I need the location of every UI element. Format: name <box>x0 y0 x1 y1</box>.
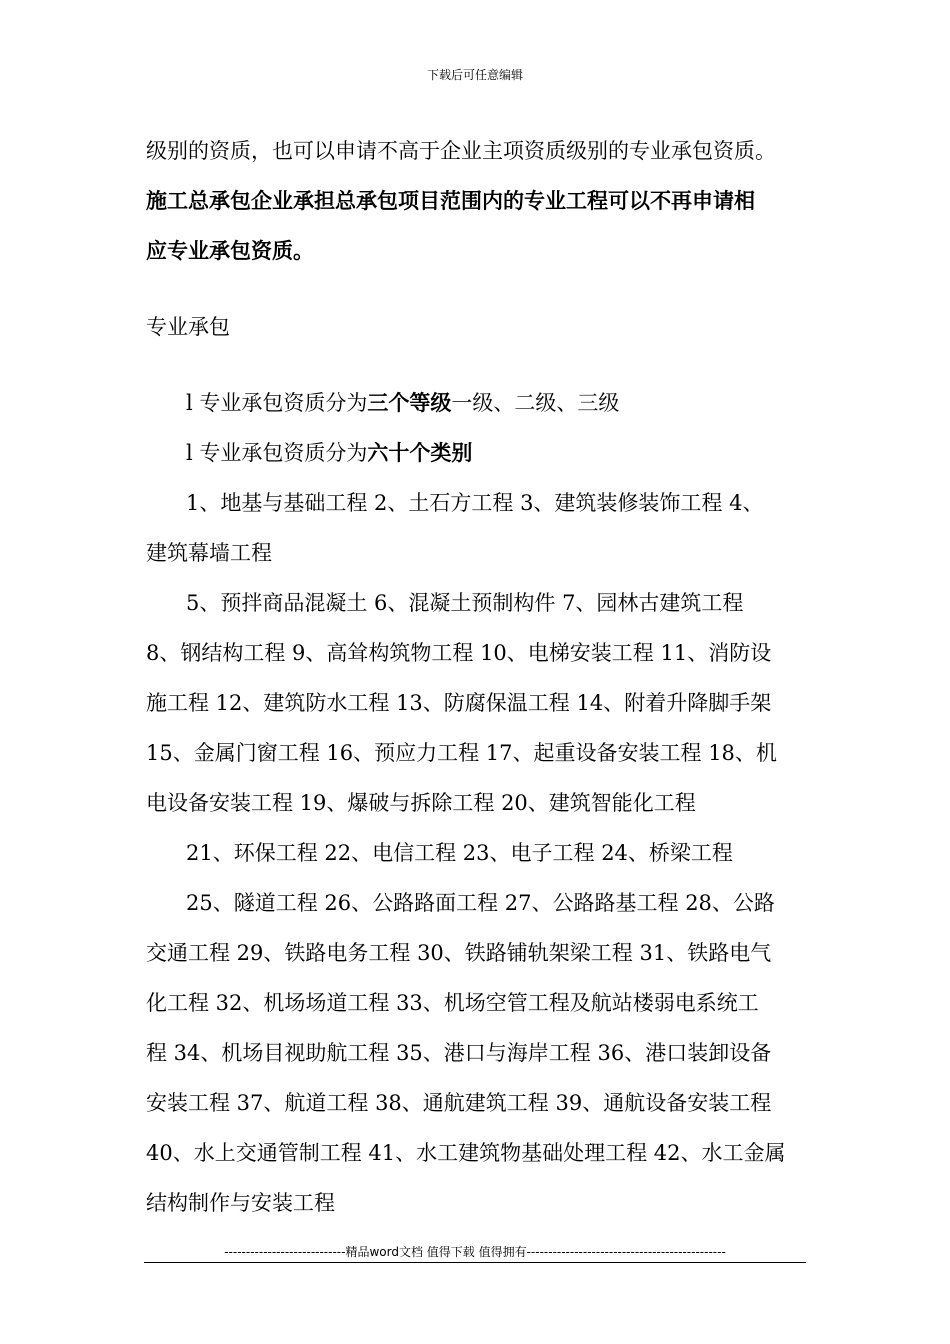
paragraph-line: 电设备安装工程 19、爆破与拆除工程 20、建筑智能化工程 <box>146 791 696 815</box>
paragraph-line: 8、钢结构工程 9、高耸构筑物工程 10、电梯安装工程 11、消防设 <box>146 641 772 665</box>
paragraph-line: 安装工程 37、航道工程 38、通航建筑工程 39、通航设备安装工程 <box>146 1091 772 1115</box>
paragraph-line: 施工程 12、建筑防水工程 13、防腐保温工程 14、附着升降脚手架 <box>146 691 772 715</box>
paragraph-line: 1、地基与基础工程 2、土石方工程 3、建筑装修装饰工程 4、 <box>186 491 764 515</box>
bullet-line <box>146 428 806 478</box>
bold-paragraph-line: 施工总承包企业承担总承包项目范围内的专业工程可以不再申请相 <box>146 188 755 213</box>
paragraph-line: 25、隧道工程 26、公路路面工程 27、公路路基工程 28、公路 <box>186 891 775 915</box>
spacer <box>146 276 806 302</box>
paragraph-line: 15、金属门窗工程 16、预应力工程 17、起重设备安装工程 18、机 <box>146 741 777 765</box>
paragraph-line: 化工程 32、机场场道工程 33、机场空管工程及航站楼弱电系统工 <box>146 991 759 1015</box>
bullet-text: l 专业承包资质分为 <box>186 391 368 415</box>
document-body <box>146 126 806 1228</box>
page-footer: ----------------------------精品word文档 值得下载 值得拥有---------------------------------------------- <box>224 1245 726 1259</box>
bold-paragraph-line: 应专业承包资质。 <box>146 238 314 263</box>
footer-divider <box>144 1262 806 1263</box>
paragraph-line: 建筑幕墙工程 <box>146 541 272 565</box>
paragraph-line: 40、水上交通管制工程 41、水工建筑物基础处理工程 42、水工金属 <box>146 1141 786 1165</box>
paragraph-line: 程 34、机场目视助航工程 35、港口与海岸工程 36、港口装卸设备 <box>146 1041 772 1065</box>
paragraph-line: 21、环保工程 22、电信工程 23、电子工程 24、桥梁工程 <box>186 841 733 865</box>
section-heading: 专业承包 <box>146 315 230 339</box>
bullet-line <box>146 378 806 428</box>
spacer <box>146 352 806 378</box>
paragraph-line: 级别的资质，也可以申请不高于企业主项资质级别的专业承包资质。 <box>146 139 776 163</box>
bold-emphasis: 三个等级 <box>367 390 452 415</box>
bullet-text: 一级、二级、三级 <box>451 391 620 415</box>
paragraph-line: 结构制作与安装工程 <box>146 1191 335 1215</box>
page-header: 下载后可任意编辑 <box>426 68 523 82</box>
paragraph-line: 5、预拌商品混凝土 6、混凝土预制构件 7、园林古建筑工程 <box>186 591 744 615</box>
paragraph-line: 交通工程 29、铁路电务工程 30、铁路铺轨架梁工程 31、铁路电气 <box>146 941 772 965</box>
bold-emphasis: 六十个类别 <box>367 440 473 465</box>
bullet-text: l 专业承包资质分为 <box>186 441 368 465</box>
